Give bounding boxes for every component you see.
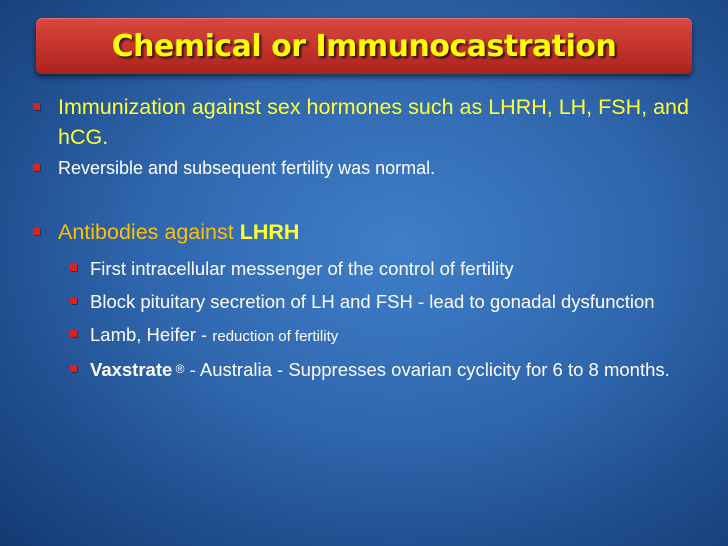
- bullet-square-icon: [70, 330, 77, 337]
- bullet-square-icon: [33, 164, 40, 171]
- subbullet-text-small: reduction of fertility: [212, 328, 339, 345]
- slide-content: [0, 92, 728, 384]
- bullet-text: Immunization against sex hormones such as LHRH, LH, FSH, and hCG.: [58, 95, 689, 149]
- bullet-square-icon: [33, 103, 40, 110]
- bullet-text: Reversible and subsequent fertility was normal.: [58, 158, 436, 178]
- bullet-antibodies: [0, 217, 728, 247]
- registered-mark: ®: [172, 362, 185, 376]
- subbullet-lamb-heifer: [0, 320, 728, 351]
- subbullet-text-rest: - Australia - Suppresses ovarian cyclicity for 6 to 8 months.: [184, 359, 670, 380]
- bullet-square-icon: [70, 264, 77, 271]
- bullet-square-icon: [70, 365, 77, 372]
- subbullet-text: First intracellular messenger of the control of fertility: [90, 258, 514, 279]
- subbullet-vaxstrate: [0, 355, 728, 384]
- subbullet-pituitary: [0, 287, 728, 316]
- slide-title: Chemical or Immunocastration: [111, 28, 617, 64]
- bullet-square-icon: [33, 228, 40, 235]
- bullet-square-icon: [70, 297, 77, 304]
- bullet-reversible: [0, 154, 728, 183]
- bullet-text-lhrh: LHRH: [239, 220, 300, 244]
- subbullet-text-main: Lamb, Heifer -: [90, 324, 213, 345]
- subbullet-text-vaxstrate: Vaxstrate: [90, 359, 173, 380]
- title-banner: [36, 18, 692, 74]
- bullet-text-prefix: Antibodies against: [58, 220, 240, 244]
- bullet-immunization: [0, 92, 728, 152]
- subbullet-text: Block pituitary secretion of LH and FSH - lead to gonadal dysfunction: [90, 291, 655, 312]
- subbullet-messenger: [0, 254, 728, 283]
